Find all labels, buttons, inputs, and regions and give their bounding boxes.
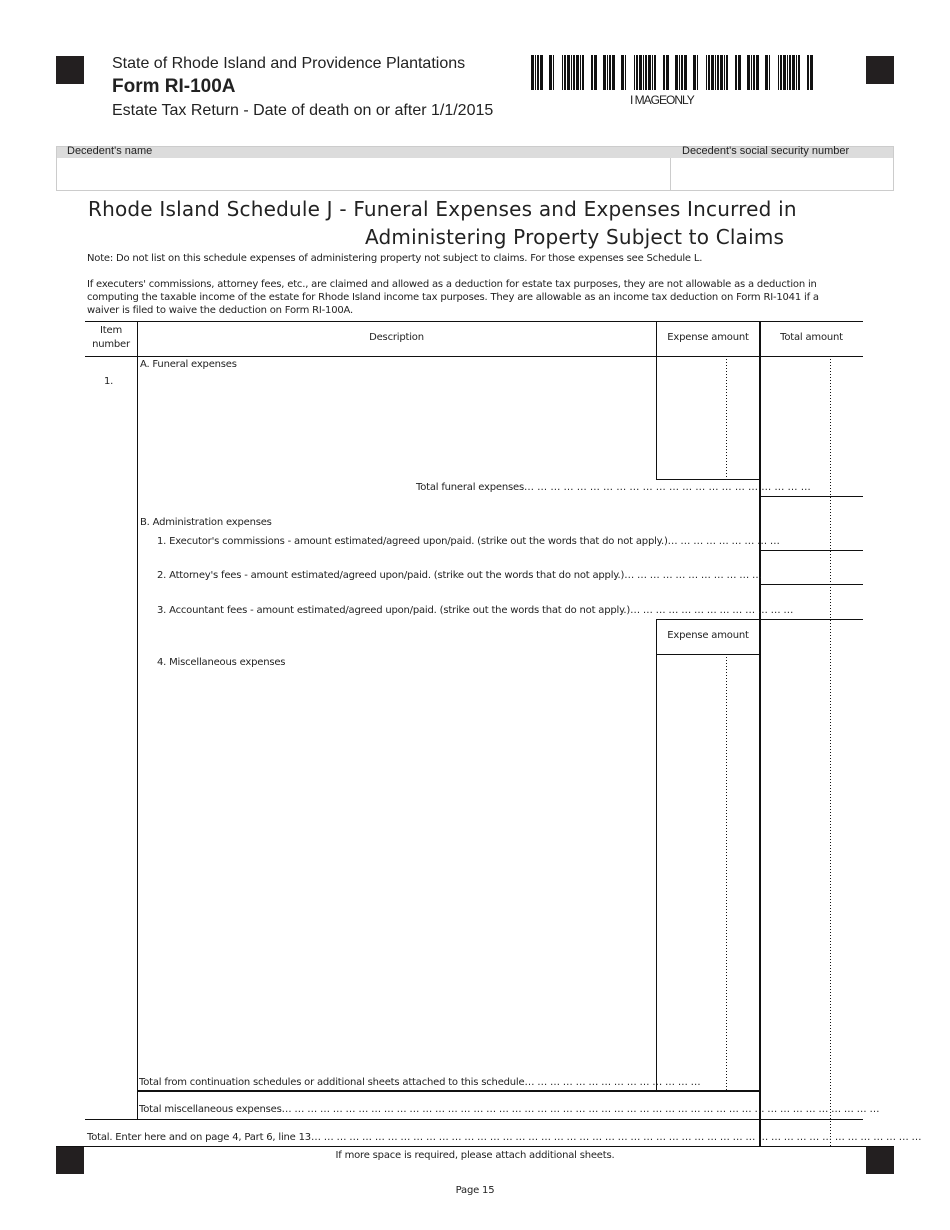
decedent-ssn-input[interactable] xyxy=(674,162,893,188)
item-header: Item xyxy=(100,325,122,336)
paragraph-line: waiver is filed to waive the deduction on Form RI-100A. xyxy=(87,305,353,316)
executor-commissions-label: 1. Executor's commissions - amount estimated/agreed upon/paid. (strike out the words that do not apply.)… … … … … … … … … xyxy=(157,536,780,547)
form-subtitle: Estate Tax Return - Date of death on or after 1/1/2015 xyxy=(112,102,494,119)
total-funeral-label: Total funeral expenses… … … … … … … … … … … … … … … … … … … … … … xyxy=(416,482,811,493)
item-number: 1. xyxy=(104,376,114,387)
decedent-name-input[interactable] xyxy=(60,162,669,188)
barcode xyxy=(531,55,813,90)
total-misc-label: Total miscellaneous expenses… … … … … … … … … … … … … … … … … … … … … … … … … … … … … … … … … … … … … … … … … … … … … … … xyxy=(139,1104,880,1115)
schedule-title-line1: Rhode Island Schedule J - Funeral Expenses and Expenses Incurred in xyxy=(88,197,797,221)
form-number: Form RI-100A xyxy=(112,76,236,97)
total-header: Total amount xyxy=(780,332,843,343)
paragraph-line: computing the taxable income of the estate for Rhode Island income tax purposes. They are allowable as an income tax deduction on Form RI-1041 if a xyxy=(87,292,819,303)
accountant-fees-label: 3. Accountant fees - amount estimated/agreed upon/paid. (strike out the words that do not apply.)… … … … … … … … … … … … … xyxy=(157,605,794,616)
continuation-total-label: Total from continuation schedules or additional sheets attached to this schedule… … … … … … … … … … … … … … xyxy=(139,1077,701,1088)
misc-heading: 4. Miscellaneous expenses xyxy=(157,657,286,668)
decedent-name-label: Decedent's name xyxy=(67,145,153,157)
item-header: number xyxy=(92,339,130,350)
decedent-ssn-label: Decedent's social security number xyxy=(682,145,850,157)
funeral-heading: A. Funeral expenses xyxy=(140,359,237,370)
paragraph-line: If executers' commissions, attorney fees, etc., are claimed and allowed as a deduction for estate tax purposes, they are not allowable as a deduction in xyxy=(87,279,817,290)
expense-header: Expense amount xyxy=(667,332,749,343)
description-header: Description xyxy=(369,332,424,343)
misc-expense-header: Expense amount xyxy=(667,630,749,641)
more-space-note: If more space is required, please attach additional sheets. xyxy=(335,1150,615,1161)
note-text: Note: Do not list on this schedule expenses of administering property not subject to claims. For those expenses see Schedule L. xyxy=(87,253,703,264)
attorney-fees-label: 2. Attorney's fees - amount estimated/agreed upon/paid. (strike out the words that do not apply.)… … … … … … … … … … … xyxy=(157,570,762,581)
state-name: State of Rhode Island and Providence Plantations xyxy=(112,55,466,72)
grand-total-label: Total. Enter here and on page 4, Part 6, line 13… … … … … … … … … … … … … … … … … … … … … … … … … … … … … … … … … … … … … … … … … … … … … … … … xyxy=(87,1132,922,1143)
barcode-caption: I MAGEONLY xyxy=(630,93,694,107)
page-number: Page 15 xyxy=(455,1185,495,1196)
schedule-title-line2: Administering Property Subject to Claims xyxy=(365,225,785,249)
admin-heading: B. Administration expenses xyxy=(140,517,272,528)
